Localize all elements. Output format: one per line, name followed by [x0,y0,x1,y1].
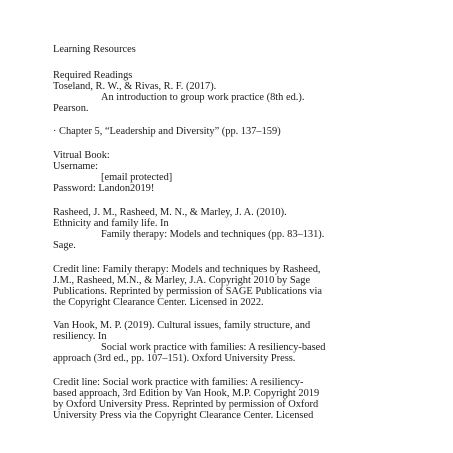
reference-vanhook-details: approach (3rd ed., pp. 107–151). Oxford University Press. [53,353,296,364]
credit-line-vanhook-4: University Press via the Copyright Clearance Center. Licensed [53,410,314,421]
reference-rasheed-line: Rasheed, J. M., Rasheed, M. N., & Marley, J. A. (2010). [53,207,287,218]
credit-line-vanhook-2: based approach, 3rd Edition by Van Hook, M.P. Copyright 2019 [53,388,320,399]
reference-rasheed-chapter: Ethnicity and family life. In [53,218,169,229]
credit-line-vanhook-1: Credit line: Social work practice with families: A resiliency- [53,377,304,388]
credit-line-rasheed-2: J.M., Rasheed, M.N., & Marley, J.A. Copyright 2010 by Sage [53,275,311,286]
reference-vanhook-line: Van Hook, M. P. (2019). Cultural issues, family structure, and [53,320,311,331]
password-line: Password: Landon2019! [53,183,155,194]
reference-toseland-title: An introduction to group work practice (8th ed.). [101,92,305,103]
required-readings-label: Required Readings [53,70,133,81]
virtual-book-label: Vitrual Book: [53,150,110,161]
username-value: [email protected] [101,172,173,183]
reference-toseland-publisher: Pearson. [53,103,89,114]
heading-learning-resources: Learning Resources [53,44,136,55]
credit-line-rasheed-1: Credit line: Family therapy: Models and techniques by Rasheed, [53,264,321,275]
credit-line-vanhook-3: by Oxford University Press. Reprinted by permission of Oxford [53,399,319,410]
credit-line-rasheed-3: Publications. Reprinted by permission of SAGE Publications via [53,286,322,297]
reference-rasheed-publisher: Sage. [53,240,76,251]
reference-toseland-line: Toseland, R. W., & Rivas, R. F. (2017). [53,81,217,92]
credit-line-rasheed-4: the Copyright Clearance Center. Licensed in 2022. [53,297,264,308]
reference-rasheed-title: Family therapy: Models and techniques (pp. 83–131). [101,229,325,240]
chapter-line: · Chapter 5, “Leadership and Diversity” (pp. 137–159) [53,126,281,137]
username-label: Username: [53,161,99,172]
reference-vanhook-title: Social work practice with families: A resiliency-based [101,342,326,353]
reference-vanhook-chapter: resiliency. In [53,331,107,342]
